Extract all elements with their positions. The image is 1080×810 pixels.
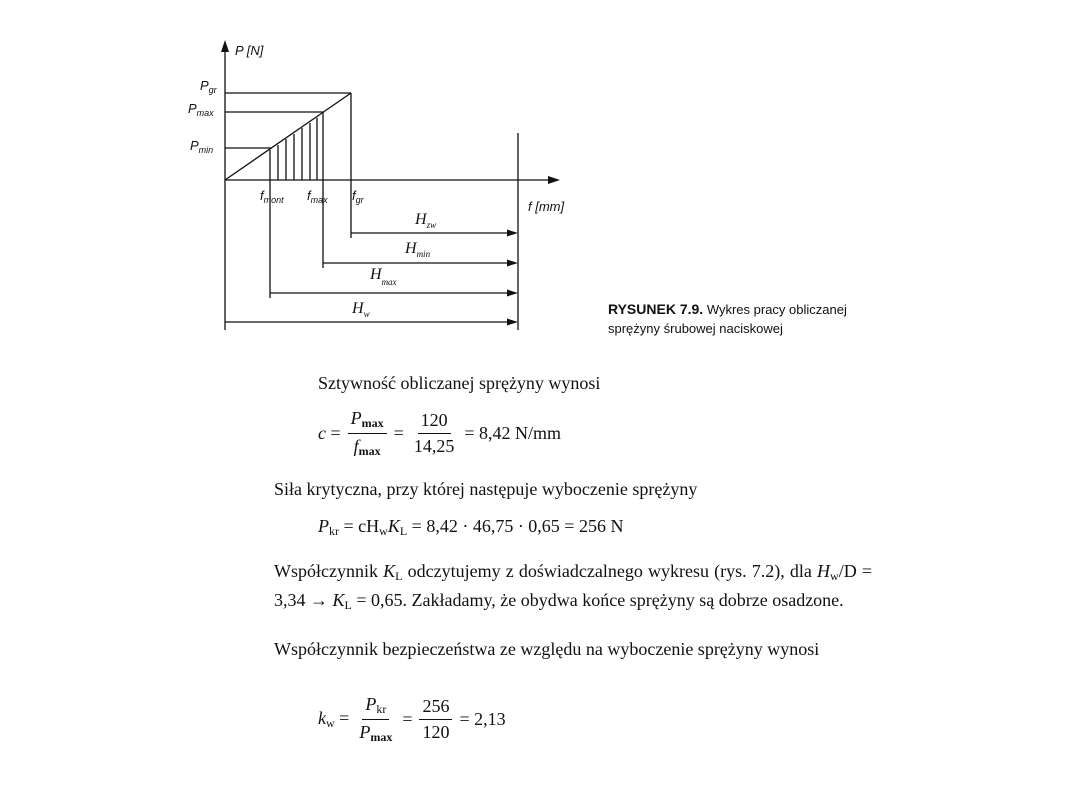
kl-paragraph: Współczynnik KL odczytujemy z doświadczalnego wykresu (rys. 7.2), dla Hw/D = 3,34 → KL = 0,65. Zakładamy, że obydwa końce sprężyny są dobrze osadzone. <box>274 561 872 612</box>
label-h-min: $H_{min}$ <box>405 240 431 259</box>
safety-equation: kw = $\frac{\text{Pkr}}{Pmax}$ = $\frac{256}{120}$ = 2,13 <box>318 694 506 744</box>
label-p-max: $P_{max}$ <box>188 101 214 118</box>
stiffness-intro: Sztywność obliczanej sprężyny wynosi <box>318 373 601 393</box>
caption-label: RYSUNEK 7.9. <box>608 301 704 317</box>
critical-force-intro: Siła krytyczna, przy której następuje wyboczenie sprężyny <box>274 479 698 499</box>
stiffness-equation: c = $\frac{Pmax}{fmax}$ = $\frac{120}{14,25}$ = 8,42 N/mm <box>318 408 561 458</box>
label-f-mont: $f_{mont}$ <box>260 188 284 205</box>
label-h-max: $H_{max}$ <box>370 266 397 287</box>
safety-paragraph: Współczynnik bezpieczeństwa ze względu na wyboczenie sprężyny wynosi <box>274 639 820 659</box>
x-axis-label: f [mm] <box>528 199 565 214</box>
label-p-min: $P_{min}$ <box>190 138 214 155</box>
label-f-max: $f_{max}$ <box>307 188 328 205</box>
label-f-gr: $f_{gr}$ <box>352 188 364 205</box>
label-h-zw: $H_{zw}$ <box>415 211 437 230</box>
x-axis-arrow <box>548 176 560 184</box>
label-h-w: $H_w$ <box>352 300 370 319</box>
spring-characteristic <box>225 93 351 180</box>
figure-caption <box>608 300 898 338</box>
y-axis-arrow <box>221 40 229 52</box>
label-p-gr: $P_{gr}$ <box>200 78 217 95</box>
critical-force-equation: Pkr = cHwKL = 8,42 · 46,75 · 0,65 = 256 N <box>318 516 624 538</box>
caption-text: Wykres pracy obliczanej sprężyny śrubowej naciskowej <box>608 302 847 336</box>
y-axis-label: P [N] <box>235 43 264 58</box>
